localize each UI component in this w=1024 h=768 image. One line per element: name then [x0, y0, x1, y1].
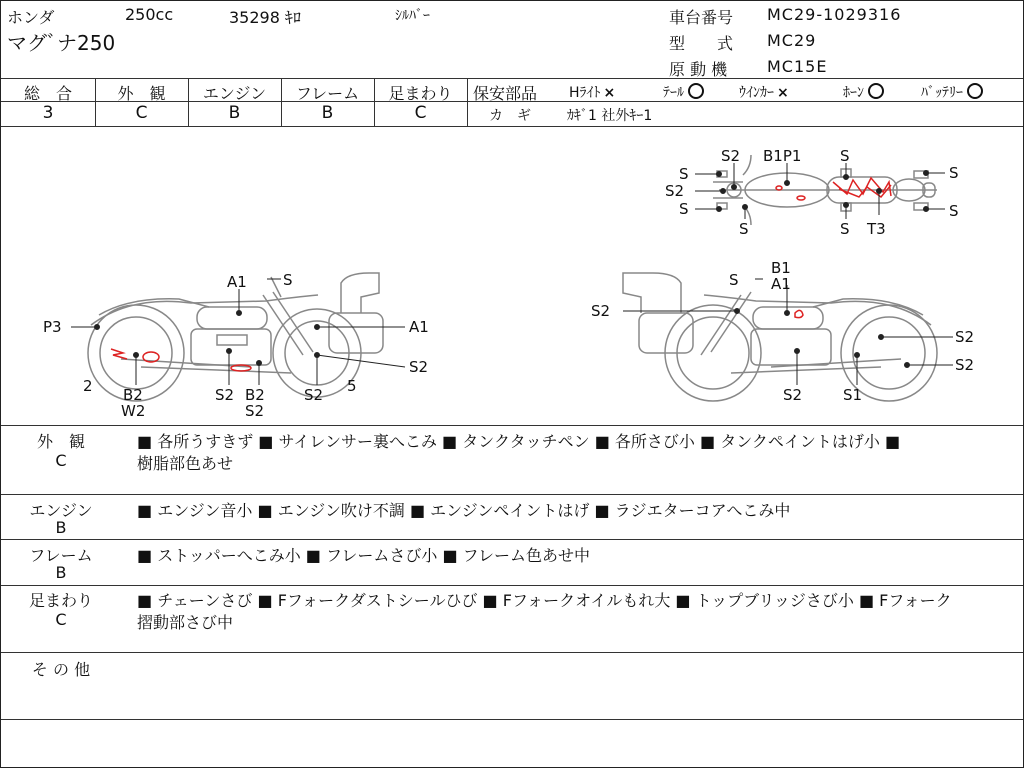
grade-label-suspension: 足まわり	[388, 84, 453, 103]
diagram-label: S	[679, 165, 689, 183]
safety-winker: ｳｲﾝｶｰ ×	[739, 85, 789, 101]
divider	[1, 539, 1023, 540]
diagram-label: A1	[409, 318, 429, 336]
divider	[467, 78, 468, 126]
color: ｼﾙﾊﾞｰ	[395, 8, 430, 24]
diagram-label: B2	[123, 386, 143, 404]
diagram-label: S	[949, 164, 959, 182]
top-view-bike	[713, 155, 937, 225]
remark-grade: B	[55, 518, 67, 537]
diagram-label: S	[679, 200, 689, 218]
diagram-label: B2	[245, 386, 265, 404]
diagram-label: S2	[304, 386, 324, 404]
frame-no-label: 車台番号	[669, 8, 734, 27]
remark-grade: C	[55, 610, 67, 629]
safety-headlight: Hﾗｲﾄ ×	[569, 85, 616, 101]
type-label: 型 式	[669, 34, 734, 53]
diagram-label: 2	[83, 377, 93, 395]
grade-value-suspension: C	[414, 103, 427, 123]
remark-label: エンジン	[29, 501, 93, 520]
safety-tail: ﾃｰﾙ	[663, 82, 704, 102]
damage-diagram	[1, 127, 1023, 425]
diagram-label: S2	[665, 182, 685, 200]
grade-value-engine: B	[228, 103, 241, 123]
diagram-label: A1	[227, 273, 247, 291]
maker: ホンダ	[7, 8, 55, 27]
grade-label-overall: 総 合	[23, 84, 72, 103]
diagram-labels	[43, 147, 974, 420]
safety-title: 保安部品	[473, 84, 538, 103]
diagram-label: T3	[867, 220, 886, 238]
remark-text: ■ チェーンさび ■ Fフォークダストシールひび ■ Fフォークオイルもれ大 ■ トップブリッジさび小 ■ Fフォーク	[137, 591, 952, 610]
divider	[1, 494, 1023, 495]
grade-label-exterior: 外 観	[117, 84, 166, 103]
diagram-label: W2	[121, 402, 146, 420]
divider	[1, 652, 1023, 653]
diagram-label: P3	[43, 318, 62, 336]
remark-text: ■ ストッパーへこみ小 ■ フレームさび小 ■ フレーム色あせ中	[137, 546, 591, 565]
diagram-label: S	[729, 271, 739, 289]
divider	[1, 585, 1023, 586]
diagram-label: S2	[215, 386, 235, 404]
horn-ok-icon	[868, 83, 884, 99]
diagram-label: A1	[771, 275, 791, 293]
key-label: カ ギ	[489, 108, 531, 124]
diagram-label: S2	[783, 386, 803, 404]
diagram-label: S2	[955, 356, 975, 374]
diagram-label: 5	[347, 377, 357, 395]
model-name: マグﾞナ250	[7, 31, 116, 55]
diagram-label: S	[739, 220, 749, 238]
divider	[1, 78, 1023, 79]
left-view-bike	[88, 273, 383, 401]
diagram-label: S	[283, 271, 293, 289]
tail-ok-icon	[688, 83, 704, 99]
motorcycle-diagram	[1, 127, 1023, 425]
grade-value-frame: B	[321, 103, 334, 123]
battery-ok-icon	[967, 83, 983, 99]
diagram-label: S2	[721, 147, 741, 165]
displacement: 250cc	[125, 5, 174, 24]
diagram-label: S2	[955, 328, 975, 346]
diagram-label: S2	[245, 402, 265, 420]
diagram-label: B1	[771, 259, 791, 277]
remark-text-cont: 樹脂部色あせ	[137, 454, 234, 473]
grade-value-exterior: C	[135, 103, 148, 123]
headlight-mark: ×	[603, 85, 616, 101]
diagram-label: S	[840, 147, 850, 165]
key-value: ｶｷﾞ1 社外ｷｰ1	[567, 108, 653, 124]
diagram-label: S2	[591, 302, 611, 320]
diagram-label: S2	[409, 358, 429, 376]
frame-no: MC29-1029316	[767, 5, 902, 24]
mileage: 35298 ｷﾛ	[229, 8, 301, 27]
safety-battery: ﾊﾞｯﾃﾘｰ	[921, 82, 983, 102]
remark-text: ■ エンジン音小 ■ エンジン吹け不調 ■ エンジンペイントはげ ■ ラジエターコアへこみ中	[137, 501, 791, 520]
remark-label: 外 観	[36, 432, 85, 451]
engine-value: MC15E	[767, 57, 828, 76]
diagram-label: S	[840, 220, 850, 238]
divider	[1, 425, 1023, 426]
diagram-label: S1	[843, 386, 863, 404]
diagram-label: S	[949, 202, 959, 220]
grade-label-engine: エンジン	[202, 84, 267, 103]
remark-text: ■ 各所うすきず ■ サイレンサー裏へこみ ■ タンクタッチペン ■ 各所さび小 ■ タンクペイントはげ小 ■	[137, 432, 901, 451]
remark-text-cont: 摺動部さび中	[137, 613, 234, 632]
type-value: MC29	[767, 31, 817, 50]
remark-grade: B	[55, 563, 67, 582]
remark-grade: C	[55, 451, 67, 470]
grade-label-frame: フレーム	[295, 84, 360, 103]
winker-mark: ×	[777, 85, 789, 101]
diagram-label: B1P1	[763, 147, 802, 165]
remark-label: そ の 他	[31, 660, 91, 679]
remark-label: フレーム	[29, 546, 93, 565]
remark-label: 足まわり	[28, 591, 93, 610]
safety-horn: ﾎｰﾝ	[843, 82, 884, 102]
grade-value-overall: 3	[42, 103, 54, 123]
engine-label: 原 動 機	[669, 60, 728, 79]
leader-lines	[71, 163, 953, 385]
divider	[1, 719, 1023, 720]
